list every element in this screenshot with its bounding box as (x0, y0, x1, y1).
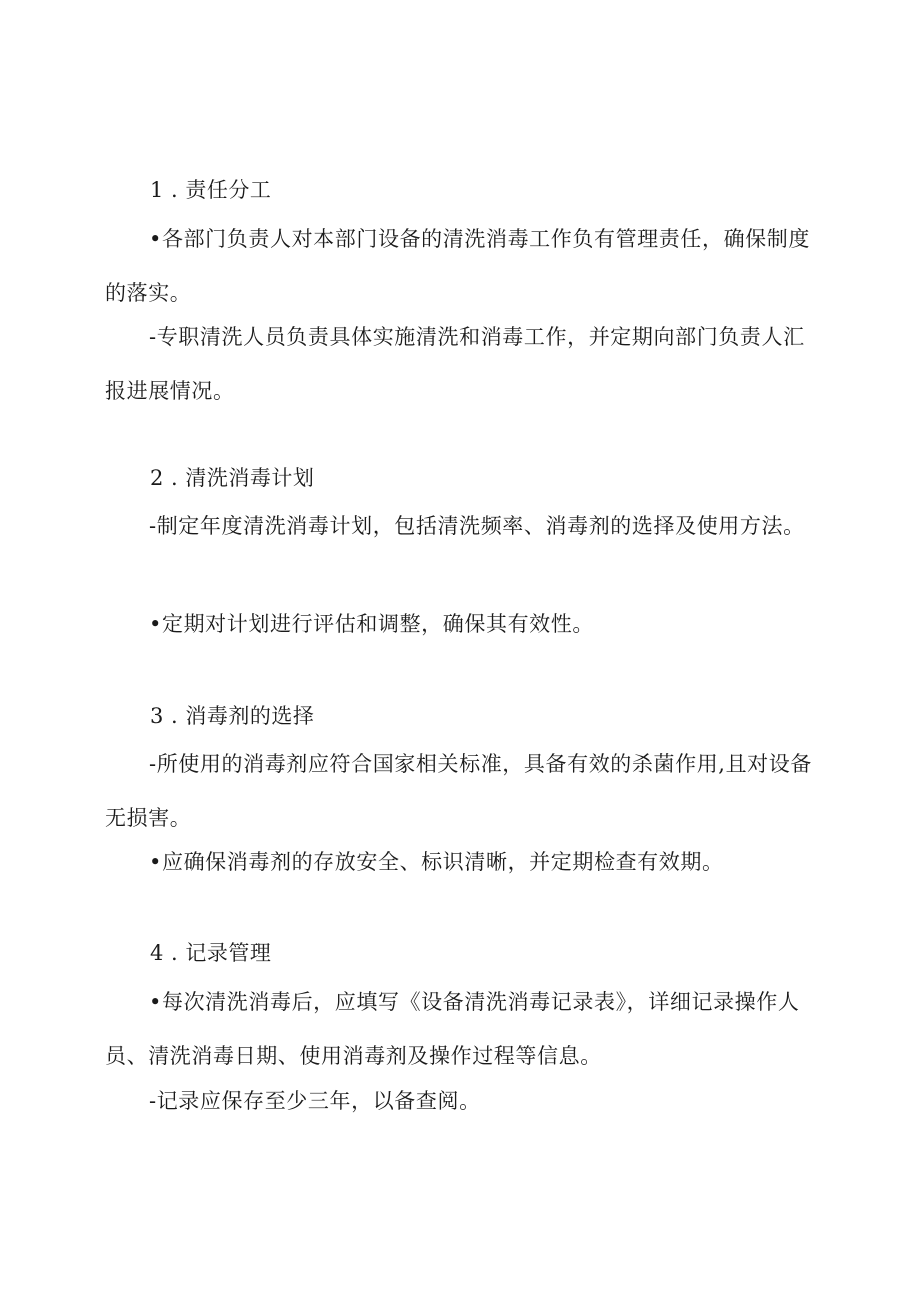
section-1-paragraph-2: -专职清洗人员负责具体实施清洗和消毒工作，并定期向部门负责人汇报进展情况。 (105, 325, 805, 403)
section-2-paragraph-2: •定期对计划进行评估和调整，确保其有效性。 (149, 612, 594, 636)
section-4-paragraph-2: -记录应保存至少三年，以备查阅。 (149, 1089, 481, 1113)
section-3-paragraph-1: -所使用的消毒剂应符合国家相关标准，具备有效的杀菌作用,且对设备无损害。 (105, 752, 812, 830)
section-4-paragraph-1: •每次清洗消毒后，应填写《设备清洗消毒记录表》，详细记录操作人员、清洗消毒日期、使用消毒剂及操作过程等信息。 (105, 990, 800, 1068)
section-3-paragraph-2: •应确保消毒剂的存放安全、标识清晰，并定期检查有效期。 (149, 850, 724, 874)
section-heading-2: 2 . 清洗消毒计划 (150, 466, 315, 490)
section-1-paragraph-1: •各部门负责人对本部门设备的清洗消毒工作负有管理责任，确保制度的落实。 (105, 227, 810, 305)
section-heading-4: 4 . 记录管理 (150, 941, 272, 965)
section-heading-3: 3 . 消毒剂的选择 (150, 704, 315, 728)
section-2-paragraph-1: -制定年度清洗消毒计划，包括清洗频率、消毒剂的选择及使用方法。 (149, 514, 805, 538)
section-heading-1: 1 . 责任分工 (150, 178, 272, 202)
